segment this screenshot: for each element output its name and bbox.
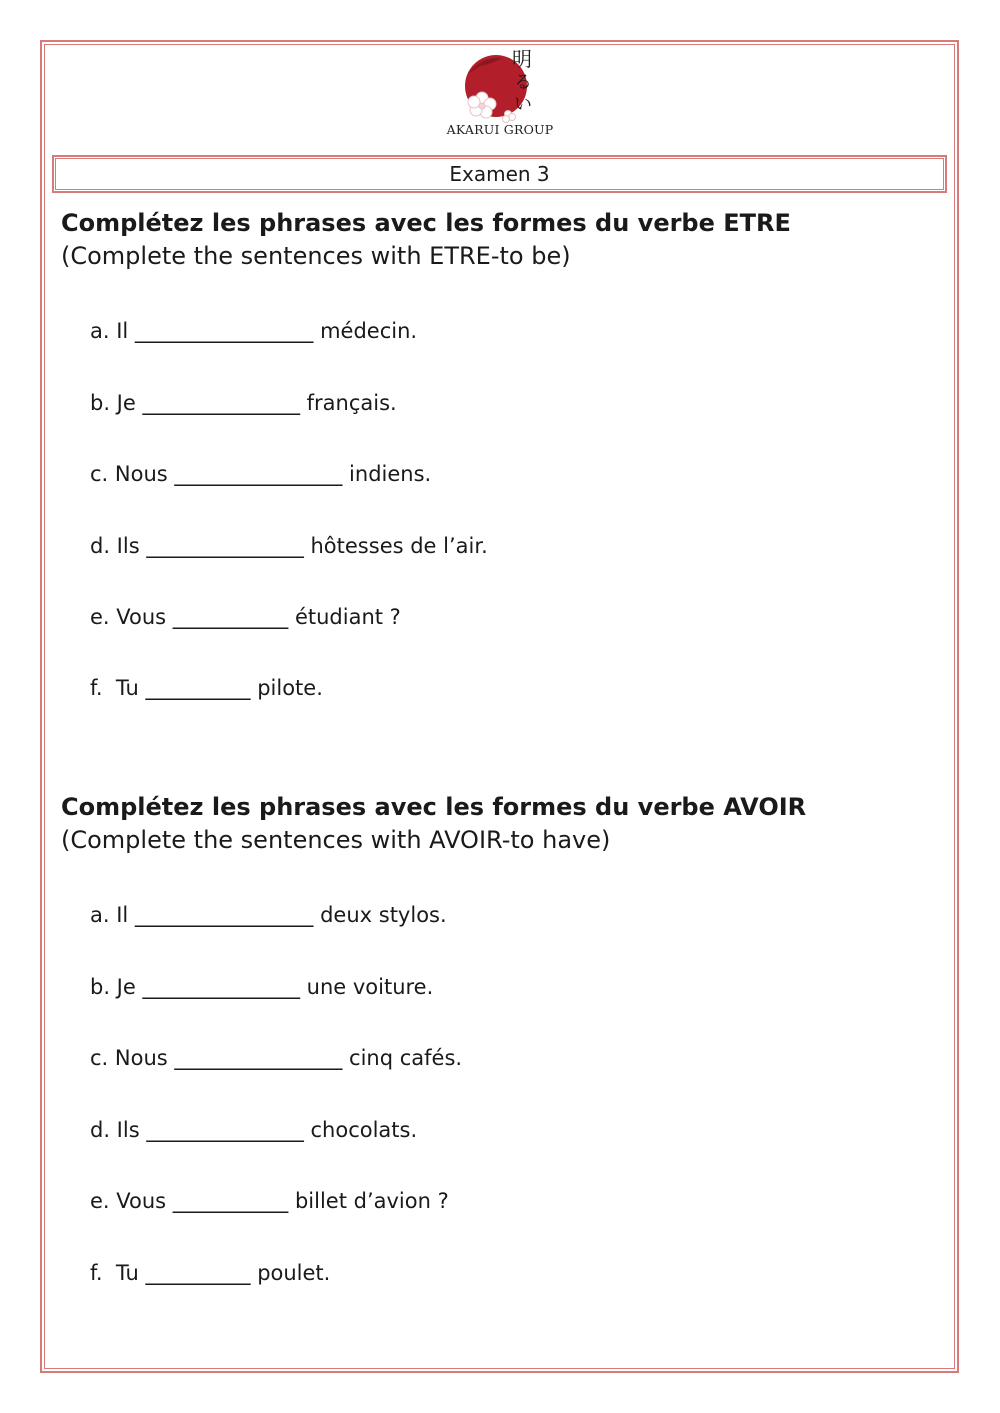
exercise-item: d. Ils _______________ chocolats. (90, 1118, 418, 1142)
exercise-item: e. Vous ___________ billet d’avion ? (90, 1189, 449, 1213)
section-subtitle: (Complete the sentences with AVOIR-to have) (61, 826, 611, 854)
svg-text:る: る (514, 72, 532, 93)
exercise-item: c. Nous ________________ indiens. (90, 462, 432, 486)
exercise-item: a. Il _________________ médecin. (90, 319, 418, 343)
svg-text:い: い (514, 94, 532, 115)
akarui-group-logo (440, 44, 560, 142)
exercise-item: c. Nous ________________ cinq cafés. (90, 1046, 463, 1070)
section-etre-heading (61, 207, 961, 273)
exercise-item: d. Ils _______________ hôtesses de l’air. (90, 534, 488, 558)
exercise-item: b. Je _______________ français. (90, 391, 397, 415)
exercise-item: e. Vous ___________ étudiant ? (90, 605, 401, 629)
exercise-item: f. Tu __________ poulet. (90, 1261, 331, 1285)
section-title: Complétez les phrases avec les formes du verbe ETRE (61, 209, 791, 237)
section-title: Complétez les phrases avec les formes du verbe AVOIR (61, 793, 807, 821)
logo-text: AKARUI GROUP (446, 122, 554, 137)
exercise-item: b. Je _______________ une voiture. (90, 975, 434, 999)
section-avoir-heading (61, 791, 961, 857)
exercise-item: a. Il _________________ deux stylos. (90, 903, 447, 927)
section-subtitle: (Complete the sentences with ETRE-to be) (61, 242, 571, 270)
exam-title-box (52, 155, 947, 193)
exercise-item: f. Tu __________ pilote. (90, 676, 323, 700)
logo-emblem (462, 44, 538, 124)
exam-title: Examen 3 (449, 162, 550, 186)
svg-text:明: 明 (512, 47, 532, 71)
